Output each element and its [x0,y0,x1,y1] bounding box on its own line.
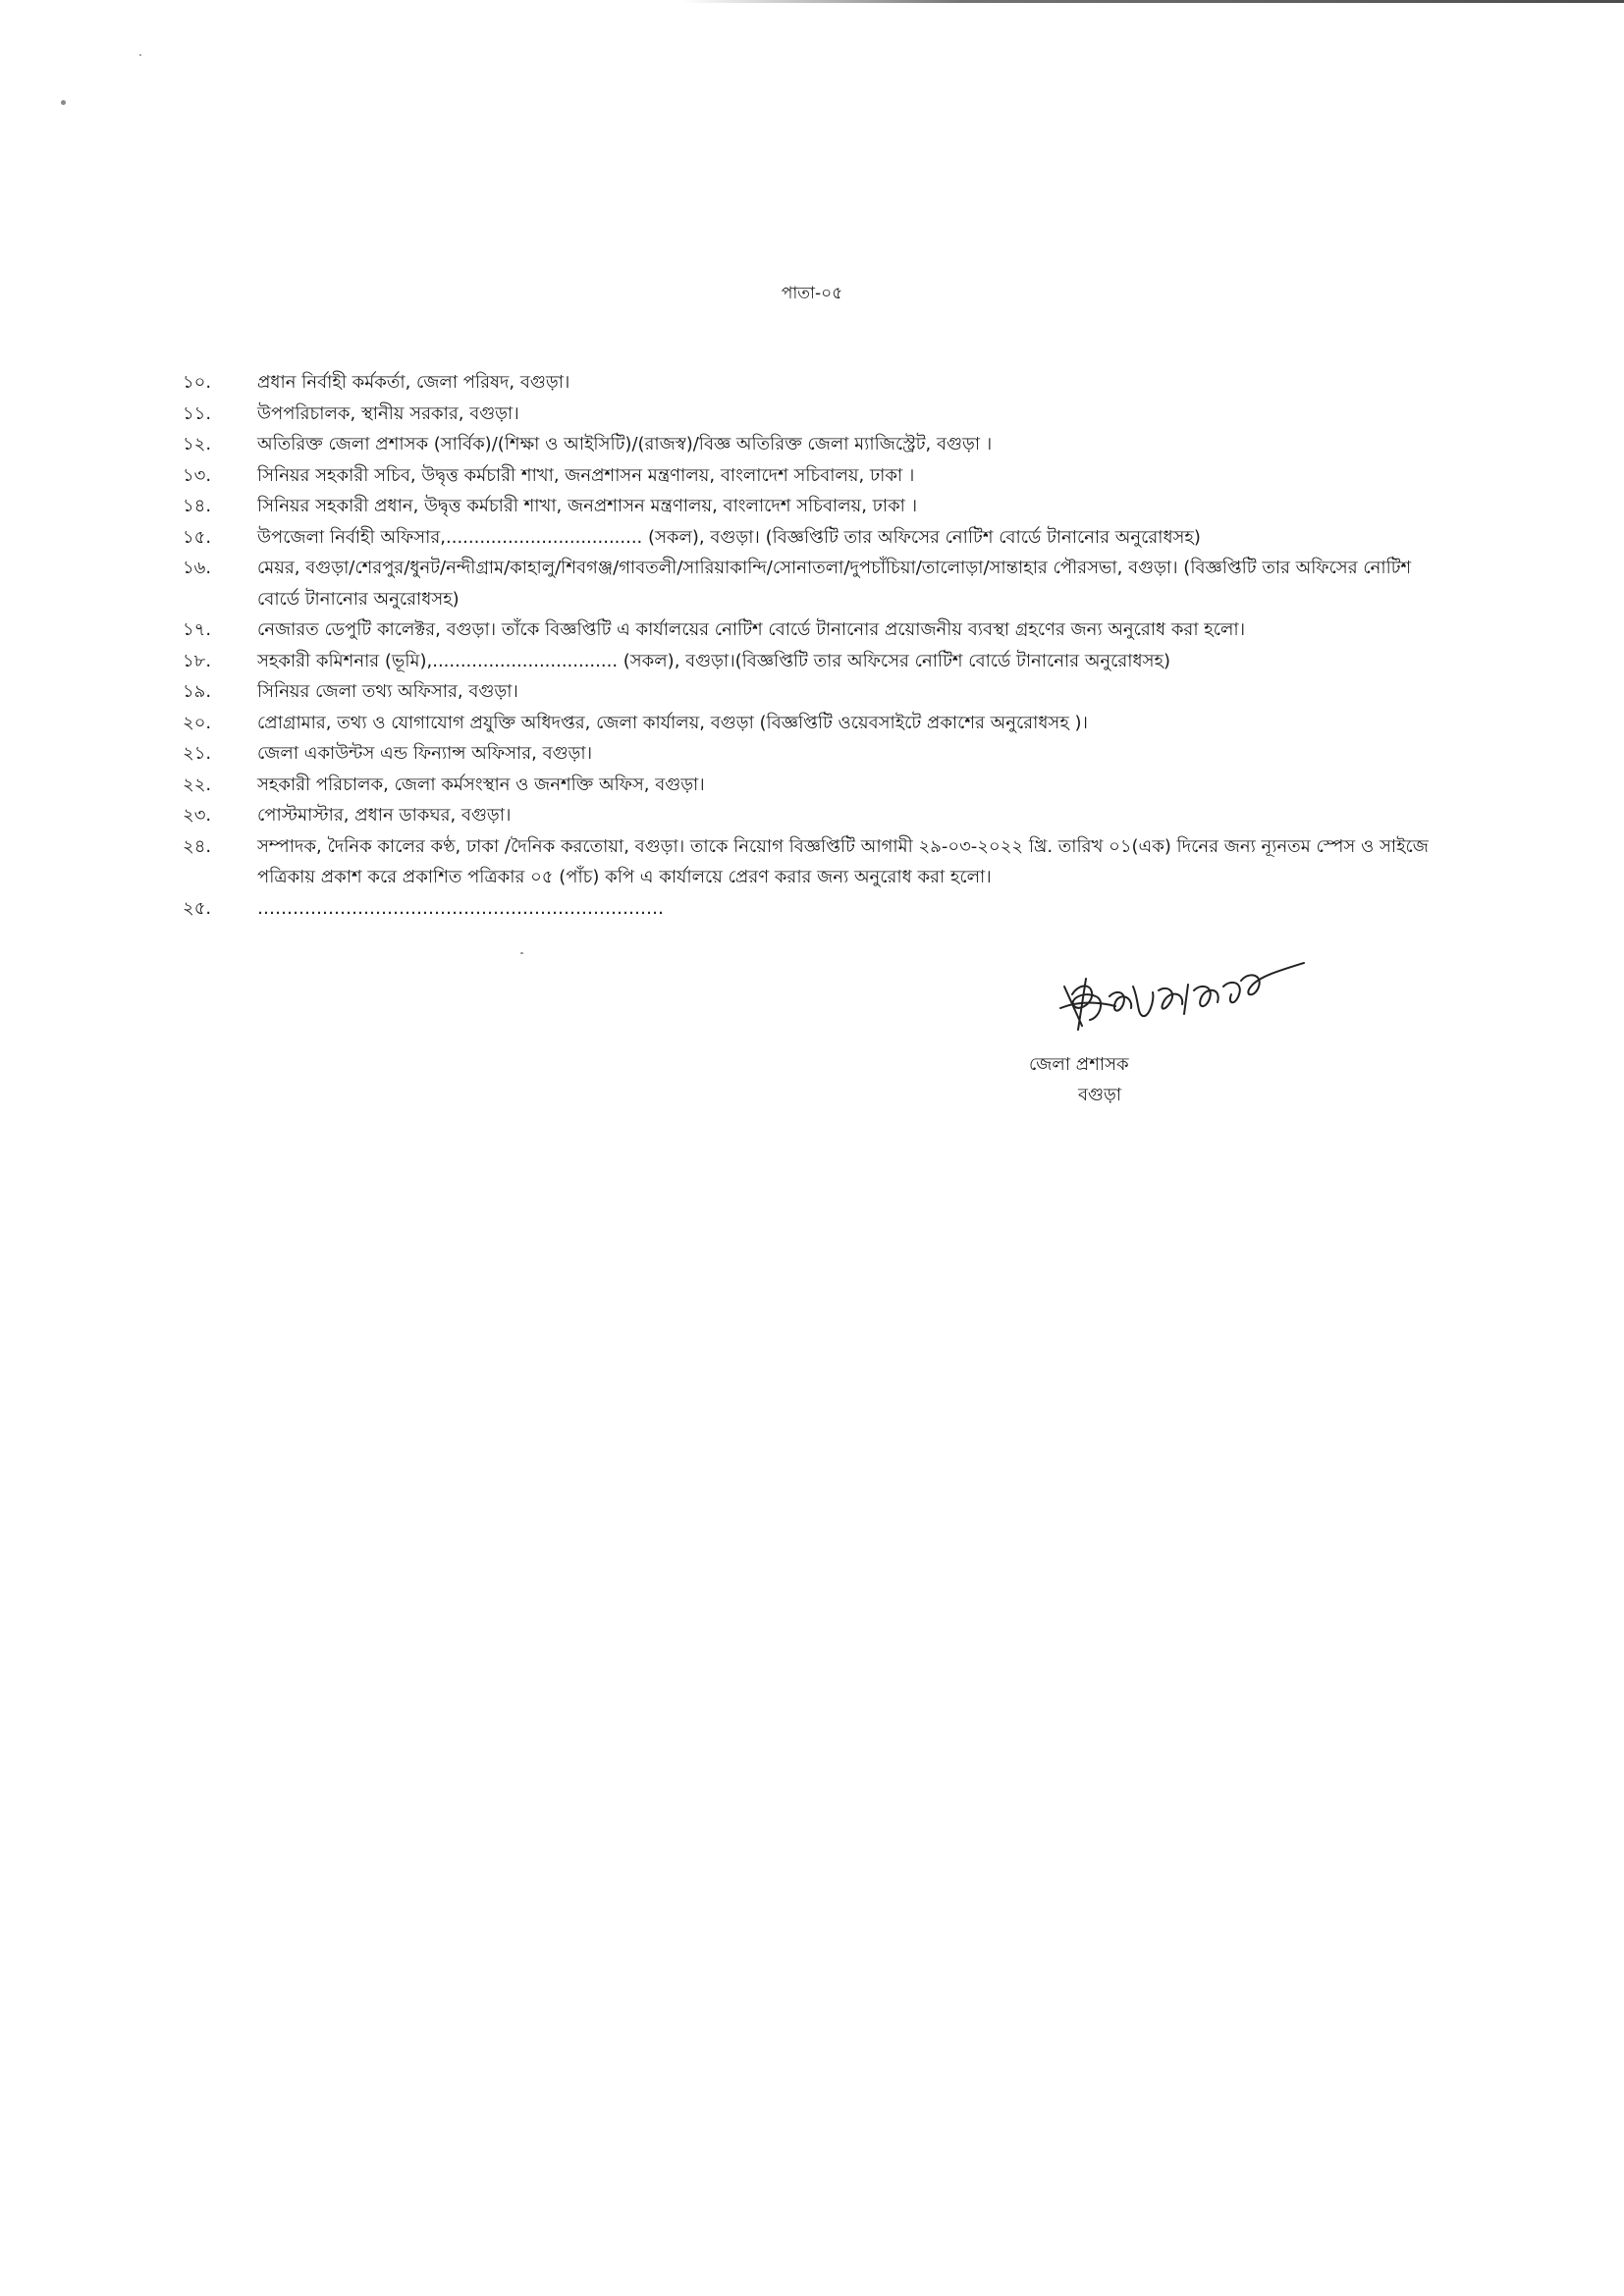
distribution-item [183,893,1449,925]
distribution-list [183,367,1449,924]
distribution-item [183,708,1449,739]
distribution-item [183,429,1449,460]
distribution-item [183,676,1449,708]
distribution-item-text: পোস্টমাস্টার, প্রধান ডাকঘর, বগুড়া। [257,805,512,826]
signature-block [1021,957,1335,1124]
distribution-item-text: সহকারী পরিচালক, জেলা কর্মসংস্থান ও জনশক্তি অফিস, বগুড়া। [257,774,705,795]
distribution-item [183,553,1449,614]
distribution-item-text: সিনিয়র জেলা তথ্য অফিসার, বগুড়া। [257,681,518,702]
distribution-item-number: ২০. [183,712,212,733]
scan-edge-shadow [681,0,1624,3]
handwritten-signature [1021,957,1316,1055]
distribution-item-number: ১২. [183,434,212,454]
distribution-item-number: ১৬. [183,558,212,578]
distribution-item-number: ২৪. [183,835,212,857]
distribution-item [183,770,1449,801]
distribution-item [183,800,1449,831]
distribution-item-text: উপপরিচালক, স্থানীয় সরকার, বগুড়া। [257,402,519,424]
distribution-item-text: প্রোগ্রামার, তথ্য ও যোগাযোগ প্রযুক্তি অধিদপ্তর, জেলা কার্যালয়, বগুড়া (বিজ্ঞপ্তিটি ওয়েবসাইটে প্রকাশের অনুরোধসহ )। [257,712,1088,733]
distribution-item-number: ১০. [183,372,212,393]
distribution-item [183,831,1449,893]
distribution-item [183,460,1449,492]
distribution-item-number: ২১. [183,743,212,764]
signatory-district: বগুড়া [1078,1085,1122,1105]
distribution-item-text: সহকারী কমিশনার (ভূমি),................................. (সকল), বগুড়া।(বিজ্ঞপ্তিটি তার অফিসের নোটিশ বোর্ডে টানানোর অনুরোধসহ) [257,650,1170,671]
distribution-item-number: ১৭. [183,619,212,640]
distribution-item-text: উপজেলা নির্বাহী অফিসার,................................... (সকল), বগুড়া। (বিজ্ঞপ্তিটি তার অফিসের নোটিশ বোর্ডে টানানোর অনুরোধসহ) [257,526,1201,548]
distribution-item-text: …………………………………………………………… [257,897,664,919]
distribution-item-number: ২৩. [183,805,212,826]
distribution-item [183,614,1449,646]
distribution-item-text: সিনিয়র সহকারী সচিব, উদ্বৃত্ত কর্মচারী শাখা, জনপ্রশাসন মন্ত্রণালয়, বাংলাদেশ সচিবালয়, ঢাকা । [257,464,915,486]
distribution-item-number: ১৯. [183,681,212,702]
distribution-item [183,646,1449,677]
page-number-label: পাতা-০৫ [781,284,843,303]
distribution-item-number: ১৫. [183,526,212,548]
distribution-item-number: ১১. [183,402,212,424]
distribution-item [183,738,1449,770]
signatory-title: জেলা প্রশাসক [1029,1054,1129,1075]
distribution-item-text: মেয়র, বগুড়া/শেরপুর/ধুনট/নন্দীগ্রাম/কাহালু/শিবগঞ্জ/গাবতলী/সারিয়াকান্দি/সোনাতলা/দুপচাঁচিয়া/তালোড়া/সান্তাহার পৌরসভা, বগুড়া। (বিজ্ঞপ্তিটি তার অফিসের নোটিশ বোর্ডে টানানোর অনুরোধসহ) [257,558,1412,610]
distribution-item-text: সিনিয়র সহকারী প্রধান, উদ্বৃত্ত কর্মচারী শাখা, জনপ্রশাসন মন্ত্রণালয়, বাংলাদেশ সচিবালয়, ঢাকা । [257,496,918,516]
scan-speck [520,952,523,954]
distribution-item-text: সম্পাদক, দৈনিক কালের কণ্ঠ, ঢাকা /দৈনিক করতোয়া, বগুড়া। তাকে নিয়োগ বিজ্ঞপ্তিটি আগামী ২৯-০৩-২০২২ খ্রি. তারিখ ০১(এক) দিনের জন্য ন্যূনতম স্পেস ও সাইজে পত্রিকায় প্রকাশ করে প্রকাশিত পত্রিকার ০৫ (পাঁচ) কপি এ কার্যালয়ে প্রেরণ করার জন্য অনুরোধ করা হলো। [257,835,1429,887]
distribution-item [183,367,1449,399]
scan-speck [61,100,66,105]
distribution-item-text: প্রধান নির্বাহী কর্মকর্তা, জেলা পরিষদ, বগুড়া। [257,372,570,393]
distribution-item-text: জেলা একাউন্টস এন্ড ফিন্যান্স অফিসার, বগুড়া। [257,743,593,764]
distribution-item-number: ১৮. [183,650,212,671]
distribution-item [183,399,1449,430]
distribution-item-text: নেজারত ডেপুটি কালেক্টর, বগুড়া। তাঁকে বিজ্ঞপ্তিটি এ কার্যালয়ের নোটিশ বোর্ডে টানানোর প্রয়োজনীয় ব্যবস্থা গ্রহণের জন্য অনুরোধ করা হলো। [257,619,1246,640]
distribution-item-number: ২৫. [183,897,212,919]
scan-speck [139,54,141,56]
distribution-item [183,522,1449,554]
distribution-item [183,491,1449,522]
distribution-item-number: ১৪. [183,496,212,516]
distribution-item-text: অতিরিক্ত জেলা প্রশাসক (সার্বিক)/(শিক্ষা ও আইসিটি)/(রাজস্ব)/বিজ্ঞ অতিরিক্ত জেলা ম্যাজিস্ট্রেট, বগুড়া । [257,434,993,454]
distribution-item-number: ১৩. [183,464,212,486]
distribution-item-number: ২২. [183,774,212,795]
